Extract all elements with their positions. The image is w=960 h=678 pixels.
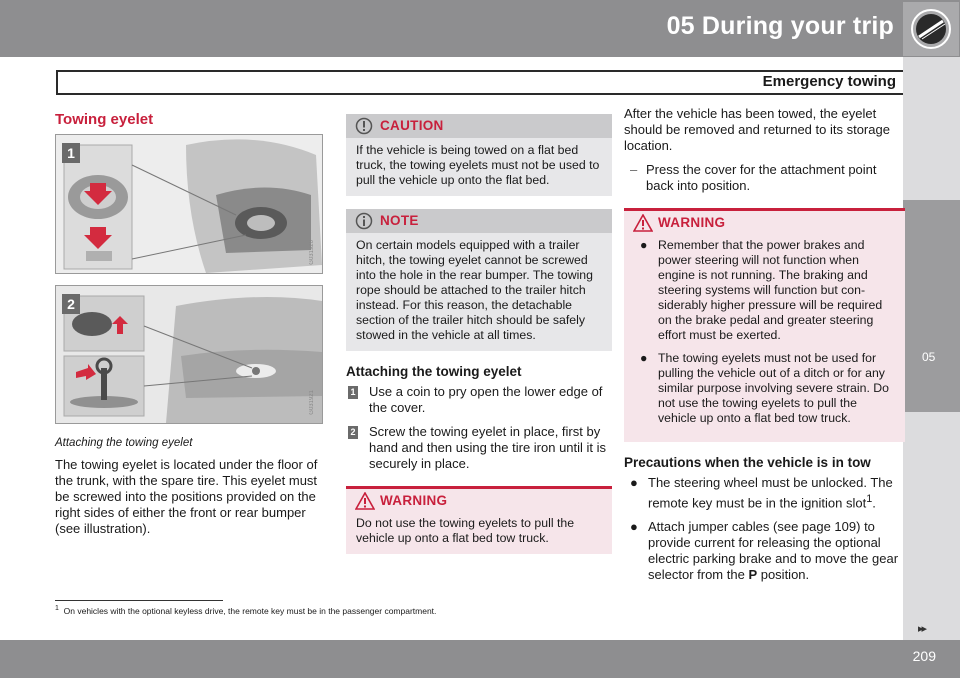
warning-label: WARNING: [380, 493, 448, 508]
figure-code: G031920: [309, 240, 315, 265]
step-text: Use a coin to pry open the lower edge of the cover.: [369, 384, 603, 415]
figure-number-badge: 1: [62, 143, 80, 163]
attaching-eyelet-heading: Attaching the towing eyelet: [346, 364, 522, 379]
warning-label: WARNING: [658, 215, 726, 230]
caution-label: CAUTION: [380, 118, 444, 133]
list-item: ● The towing eyelets must not be used for pulling the vehicle out of a ditch or for any similar purpose involving severe strain. Do not use the towing eyelets to pull the vehicle up onto a flat bed tow truck.: [640, 351, 890, 425]
side-tab-label: 05: [922, 350, 936, 364]
footnote-divider: [55, 600, 223, 601]
footnote-area: [55, 0, 905, 678]
caution-text: If the vehicle is being towed on a flat bed truck, the towing eyelets must not be used to pull the vehicle up onto the flat bed.: [356, 143, 600, 187]
page-number: 209: [912, 648, 936, 664]
after-towing-paragraph: After the vehicle has been towed, the eyelet should be removed and returned to its storage location.: [624, 106, 890, 153]
note-label: NOTE: [380, 213, 419, 228]
warning-text: Do not use the towing eyelets to pull the vehicle up onto a flat bed tow truck.: [356, 516, 575, 545]
bullet-icon: ●: [630, 519, 638, 535]
list-item: ● Attach jumper cables (see page 109) to provide current for releasing the optional electric parking brake and to move the gear selector from the P position.: [630, 519, 899, 583]
figure-caption: Attaching the towing eyelet: [55, 437, 193, 449]
list-item: ● Remember that the power brakes and power steering will not function when engine is not running. The braking and steering systems will function but con-siderably higher pressure will be required on the brake pedal and greater steering effort must be exerted.: [640, 238, 883, 342]
towing-eyelet-paragraph: The towing eyelet is located under the floor of the trunk, with the spare tire. This eyelet must be screwed into the positions provided on the right sides of either the front or rear bumper (see illustration).: [55, 457, 318, 536]
step-number-badge: 1: [348, 386, 358, 399]
dash-item-text: Press the cover for the attachment point back into position.: [646, 162, 877, 193]
chapter-title: 05 During your trip: [666, 12, 894, 40]
figure-number-badge: 2: [62, 294, 80, 314]
towing-eyelet-heading: Towing eyelet: [55, 111, 154, 128]
footnote-ref[interactable]: 1: [866, 493, 873, 505]
list-item: ● The steering wheel must be unlocked. The remote key must be in the ignition slot$^1$.: [630, 475, 893, 511]
note-text: On certain models equipped with a trailer hitch, the towing eyelet cannot be screwed into the hole in the rear bumper. The towing rope should be attached to the trailer hitch instead. For this reason, the detachable section of the trailer hitch should be safely stowed in the vehicle at all times.: [356, 238, 593, 342]
precautions-heading: Precautions when the vehicle is in tow: [624, 455, 871, 470]
section-title: Emergency towing: [762, 73, 896, 90]
side-tab-active[interactable]: [903, 200, 960, 412]
page-footer-bar: [0, 640, 960, 678]
step-number-badge: 2: [348, 426, 358, 439]
figure-code: G031921: [309, 390, 315, 415]
road-icon: [903, 2, 959, 56]
bullet-icon: ●: [630, 475, 638, 490]
step-text: Screw the towing eyelet in place, first by hand and then using the tire iron until it is securely in place.: [369, 424, 607, 471]
footnote: $^1$ On vehicles with the optional keyless drive, the remote key must be in the passenger compartment.: [55, 605, 437, 616]
dash-marker: –: [630, 162, 638, 177]
bullet-icon: ●: [640, 351, 648, 365]
bullet-icon: ●: [640, 238, 648, 252]
next-page-arrows-icon[interactable]: ▸▸: [918, 623, 926, 635]
